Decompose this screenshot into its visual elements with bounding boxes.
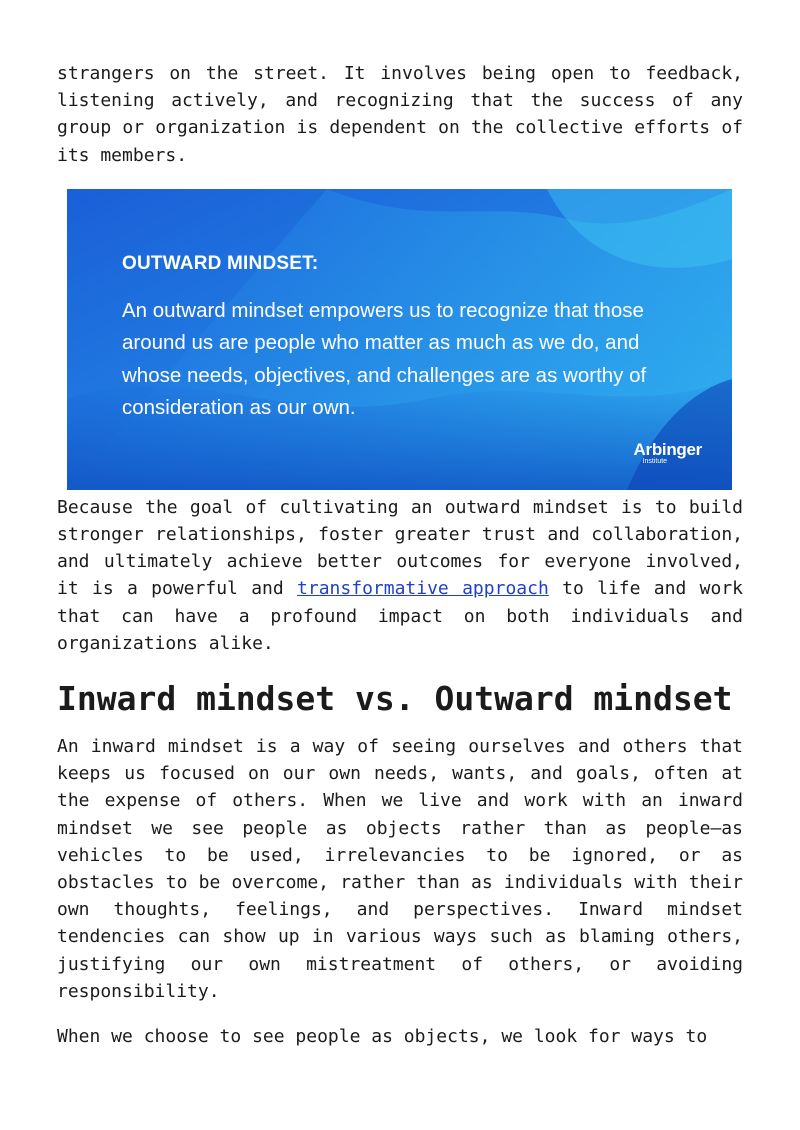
outward-mindset-banner-image (67, 189, 732, 490)
article-content (57, 60, 743, 1050)
paragraph-goal-text-before: Because the goal of cultivating an outward mindset is to build stronger relationships, foster greater trust and collaboration, and ultimately achieve better outcomes for everyone involved, it is a powerful and (57, 496, 743, 600)
paragraph-goal (57, 494, 743, 657)
paragraph-intro-end: strangers on the street. It involves being open to feedback, listening actively, and recognizing that the success of any group or organization is dependent on the collective efforts of its members. (57, 63, 743, 166)
transformative-approach-link[interactable]: transformative approach (297, 578, 549, 600)
arbinger-logo (634, 441, 702, 466)
paragraph-inward-mindset: An inward mindset is a way of seeing ourselves and others that keeps us focused on our own needs, wants, and goals, often at the expense of others. When we live and work with an inward mindset we see people as objects rather than as people—as vehicles to be used, irrelevancies to be ignored, or as obstacles to be overcome, rather than as individuals with their own thoughts, feelings, and perspectives. Inward mindset tendencies can show up in various ways such as blaming others, justifying our own mistreatment of others, or avoiding responsibility. (57, 736, 743, 1002)
section-heading: Inward mindset vs. Outward mindset (57, 679, 733, 719)
paragraph-objects-start: When we choose to see people as objects, we look for ways to (57, 1026, 708, 1048)
banner-quote: An outward mindset empowers us to recognize that those around us are people who matter as much as we do, and whose needs, objectives, and challenges are as worthy of consideration as our own. (122, 298, 647, 420)
logo-subtitle: Institute (642, 457, 668, 465)
paragraph-goal-text-after: to life and work that can have a profound impact on both individuals and organizations alike. (57, 578, 743, 654)
banner-title: OUTWARD MINDSET: (122, 252, 319, 274)
logo-wordmark: Arbinger (633, 439, 702, 459)
